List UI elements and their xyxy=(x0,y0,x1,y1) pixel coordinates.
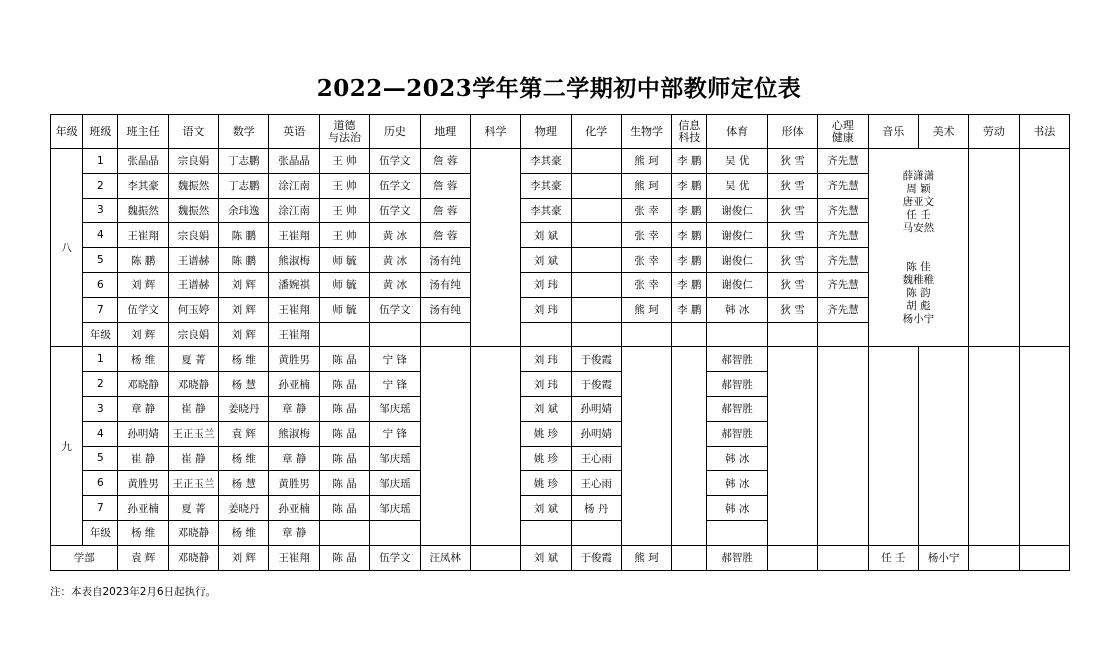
teacher-cell xyxy=(1019,545,1069,570)
teacher-cell: 王 帅 xyxy=(319,149,369,174)
teacher-cell: 张晶晶 xyxy=(118,149,168,174)
teacher-cell: 韩 冰 xyxy=(707,446,767,471)
teacher-cell: 陈 晶 xyxy=(319,545,369,570)
teacher-cell: 刘 辉 xyxy=(219,545,269,570)
teacher-cell: 詹 蓉 xyxy=(420,149,470,174)
class-number: 7 xyxy=(83,496,118,521)
teacher-cell: 章 静 xyxy=(269,520,319,545)
teacher-cell: 刘 斌 xyxy=(521,545,571,570)
teacher-cell: 宗良娟 xyxy=(168,223,218,248)
empty-cell xyxy=(370,322,420,347)
column-header: 历史 xyxy=(370,115,420,149)
teacher-cell: 谢俊仁 xyxy=(707,248,767,273)
column-header: 语文 xyxy=(168,115,218,149)
empty-cell xyxy=(319,520,369,545)
grade-summary-label: 年级 xyxy=(83,322,118,347)
teacher-cell: 张 幸 xyxy=(621,223,671,248)
teacher-cell: 师 毓 xyxy=(319,297,369,322)
empty-cell xyxy=(918,347,968,545)
teacher-cell xyxy=(571,198,621,223)
teacher-cell: 王崔翔 xyxy=(118,223,168,248)
teacher-cell: 李其豪 xyxy=(521,173,571,198)
teacher-cell: 张 幸 xyxy=(621,248,671,273)
teacher-cell: 余玮逸 xyxy=(219,198,269,223)
empty-cell xyxy=(672,347,707,545)
teacher-cell: 于俊霞 xyxy=(571,372,621,397)
music-art-teacher: 周 颖 xyxy=(906,182,931,195)
column-header: 劳动 xyxy=(969,115,1019,149)
teacher-cell: 李其豪 xyxy=(521,198,571,223)
teacher-cell: 刘 斌 xyxy=(521,223,571,248)
column-header: 美术 xyxy=(918,115,968,149)
music-art-teacher: 唐亚文 xyxy=(902,195,935,208)
music-art-teacher: 陈 韵 xyxy=(906,286,931,299)
grade-label: 八 xyxy=(51,149,83,347)
teacher-cell: 熊淑梅 xyxy=(269,421,319,446)
teacher-cell: 伍学文 xyxy=(370,198,420,223)
empty-cell xyxy=(621,322,671,347)
teacher-cell: 李 鹏 xyxy=(672,149,707,174)
teacher-cell: 齐先慧 xyxy=(818,173,868,198)
column-header: 形体 xyxy=(767,115,817,149)
teacher-cell xyxy=(571,297,621,322)
teacher-cell: 何玉婷 xyxy=(168,297,218,322)
teacher-cell: 章 静 xyxy=(118,396,168,421)
empty-cell xyxy=(767,347,817,545)
teacher-cell: 张晶晶 xyxy=(269,149,319,174)
teacher-cell xyxy=(571,248,621,273)
empty-cell xyxy=(470,149,520,347)
teacher-cell: 潘婉祺 xyxy=(269,272,319,297)
teacher-cell: 韩 冰 xyxy=(707,471,767,496)
teacher-cell: 熊 珂 xyxy=(621,297,671,322)
teacher-cell: 魏振然 xyxy=(118,198,168,223)
column-header: 信息 科技 xyxy=(672,115,707,149)
teacher-cell: 王谱赫 xyxy=(168,248,218,273)
column-header: 地理 xyxy=(420,115,470,149)
teacher-cell: 伍学文 xyxy=(370,149,420,174)
teacher-cell: 王 帅 xyxy=(319,198,369,223)
grade-summary-label: 年级 xyxy=(83,520,118,545)
teacher-cell: 孙亚楠 xyxy=(118,496,168,521)
music-art-teacher: 杨小宁 xyxy=(902,312,935,325)
teacher-cell: 涂江南 xyxy=(269,198,319,223)
teacher-cell: 邹庆瑶 xyxy=(370,496,420,521)
teacher-cell: 杨小宁 xyxy=(918,545,968,570)
teacher-cell: 齐先慧 xyxy=(818,149,868,174)
teacher-cell: 孙明婧 xyxy=(571,421,621,446)
class-number: 3 xyxy=(83,396,118,421)
teacher-cell xyxy=(571,223,621,248)
column-header: 体育 xyxy=(707,115,767,149)
teacher-cell: 王谱赫 xyxy=(168,272,218,297)
teacher-cell: 陈 晶 xyxy=(319,446,369,471)
teacher-cell: 伍学文 xyxy=(370,297,420,322)
teacher-cell xyxy=(571,272,621,297)
teacher-cell: 刘 玮 xyxy=(521,297,571,322)
teacher-cell: 宗良娟 xyxy=(168,149,218,174)
empty-cell xyxy=(370,520,420,545)
teacher-cell: 郝智胜 xyxy=(707,545,767,570)
teacher-cell: 韩 冰 xyxy=(707,496,767,521)
teacher-cell: 袁 辉 xyxy=(118,545,168,570)
teacher-cell: 陈 晶 xyxy=(319,471,369,496)
teacher-cell: 王正玉兰 xyxy=(168,421,218,446)
empty-cell xyxy=(707,322,767,347)
teacher-cell: 陈 鹏 xyxy=(219,248,269,273)
teacher-cell: 师 毓 xyxy=(319,272,369,297)
empty-cell xyxy=(521,520,571,545)
column-header: 生物学 xyxy=(621,115,671,149)
teacher-cell xyxy=(571,149,621,174)
teacher-cell: 姚 珍 xyxy=(521,446,571,471)
teacher-cell: 伍学文 xyxy=(370,173,420,198)
teacher-cell: 李 鹏 xyxy=(672,173,707,198)
teacher-cell: 狄 雪 xyxy=(767,198,817,223)
teacher-cell: 刘 斌 xyxy=(521,248,571,273)
teacher-cell: 李 鹏 xyxy=(672,248,707,273)
table-header-row xyxy=(51,115,1070,149)
teacher-cell: 吴 优 xyxy=(707,149,767,174)
teacher-cell: 夏 菁 xyxy=(168,496,218,521)
teacher-cell: 黄胜男 xyxy=(269,347,319,372)
column-header: 书法 xyxy=(1019,115,1069,149)
teacher-cell: 刘 玮 xyxy=(521,372,571,397)
column-header: 数学 xyxy=(219,115,269,149)
teacher-cell: 郝智胜 xyxy=(707,421,767,446)
teacher-cell: 于俊霞 xyxy=(571,347,621,372)
column-header: 班级 xyxy=(83,115,118,149)
teacher-cell: 熊 珂 xyxy=(621,149,671,174)
music-art-teacher: 马安然 xyxy=(902,221,935,234)
class-number: 5 xyxy=(83,248,118,273)
column-header: 音乐 xyxy=(868,115,918,149)
teacher-cell: 刘 玮 xyxy=(521,272,571,297)
empty-cell xyxy=(969,149,1019,347)
teacher-cell: 孙明婧 xyxy=(118,421,168,446)
music-art-teacher: 薛潇潇 xyxy=(902,169,935,182)
empty-cell xyxy=(571,520,621,545)
teacher-cell: 狄 雪 xyxy=(767,248,817,273)
music-art-teacher: 任 壬 xyxy=(906,208,931,221)
teacher-cell: 陈 鹏 xyxy=(118,248,168,273)
teacher-cell: 齐先慧 xyxy=(818,272,868,297)
column-header: 英语 xyxy=(269,115,319,149)
class-number: 7 xyxy=(83,297,118,322)
music-art-teacher: 魏稚稚 xyxy=(902,273,935,286)
class-number: 2 xyxy=(83,372,118,397)
class-number: 6 xyxy=(83,272,118,297)
teacher-cell: 王崔翔 xyxy=(269,322,319,347)
teacher-cell: 伍学文 xyxy=(118,297,168,322)
teacher-cell: 谢俊仁 xyxy=(707,223,767,248)
teacher-cell: 孙亚楠 xyxy=(269,496,319,521)
empty-cell xyxy=(1019,149,1069,347)
teacher-cell: 刘 辉 xyxy=(219,322,269,347)
table-body xyxy=(51,149,1070,571)
column-header: 班主任 xyxy=(118,115,168,149)
teacher-cell: 郝智胜 xyxy=(707,372,767,397)
teacher-cell: 章 静 xyxy=(269,396,319,421)
empty-cell xyxy=(868,347,918,545)
teacher-cell: 王崔翔 xyxy=(269,545,319,570)
empty-cell xyxy=(521,322,571,347)
music-art-teacher: 陈 佳 xyxy=(906,260,931,273)
teacher-cell: 王 帅 xyxy=(319,173,369,198)
teacher-cell: 黄 冰 xyxy=(370,272,420,297)
teacher-cell: 邓晓静 xyxy=(168,545,218,570)
teacher-cell: 于俊霞 xyxy=(571,545,621,570)
teacher-cell xyxy=(969,545,1019,570)
empty-cell xyxy=(470,347,520,545)
teacher-cell: 陈 晶 xyxy=(319,496,369,521)
class-number: 1 xyxy=(83,347,118,372)
teacher-cell: 王正玉兰 xyxy=(168,471,218,496)
music-art-teachers xyxy=(868,149,969,347)
empty-cell xyxy=(319,322,369,347)
teacher-assignment-table xyxy=(50,114,1070,571)
column-header: 道德 与法治 xyxy=(319,115,369,149)
teacher-cell: 李 鹏 xyxy=(672,198,707,223)
teacher-cell: 杨 维 xyxy=(219,520,269,545)
teacher-cell: 夏 菁 xyxy=(168,347,218,372)
teacher-cell: 丁志鹏 xyxy=(219,149,269,174)
teacher-cell: 杨 维 xyxy=(118,347,168,372)
teacher-cell: 邹庆瑶 xyxy=(370,396,420,421)
teacher-cell: 邹庆瑶 xyxy=(370,471,420,496)
teacher-cell: 魏振然 xyxy=(168,173,218,198)
teacher-cell: 杨 维 xyxy=(219,446,269,471)
teacher-cell: 崔 静 xyxy=(168,396,218,421)
teacher-cell: 张 幸 xyxy=(621,198,671,223)
teacher-cell: 齐先慧 xyxy=(818,297,868,322)
teacher-cell: 谢俊仁 xyxy=(707,272,767,297)
teacher-cell: 邹庆瑶 xyxy=(370,446,420,471)
empty-cell xyxy=(621,347,671,545)
teacher-cell: 王 帅 xyxy=(319,223,369,248)
empty-cell xyxy=(420,322,470,347)
class-number: 4 xyxy=(83,223,118,248)
teacher-cell xyxy=(767,545,817,570)
empty-cell xyxy=(571,322,621,347)
class-number: 2 xyxy=(83,173,118,198)
teacher-cell: 邓晓静 xyxy=(168,372,218,397)
column-header: 化学 xyxy=(571,115,621,149)
teacher-cell: 章 静 xyxy=(269,446,319,471)
teacher-cell: 齐先慧 xyxy=(818,248,868,273)
teacher-cell: 李 鹏 xyxy=(672,272,707,297)
teacher-cell: 詹 蓉 xyxy=(420,223,470,248)
class-number: 1 xyxy=(83,149,118,174)
teacher-cell: 宗良娟 xyxy=(168,322,218,347)
teacher-cell: 王崔翔 xyxy=(269,297,319,322)
teacher-cell: 王心雨 xyxy=(571,446,621,471)
teacher-cell: 王崔翔 xyxy=(269,223,319,248)
teacher-cell: 狄 雪 xyxy=(767,272,817,297)
teacher-cell: 李其豪 xyxy=(118,173,168,198)
empty-cell xyxy=(767,322,817,347)
teacher-cell: 熊淑梅 xyxy=(269,248,319,273)
teacher-cell: 韩 冰 xyxy=(707,297,767,322)
teacher-cell xyxy=(818,545,868,570)
teacher-cell xyxy=(571,173,621,198)
page-title: 2022—2023学年第二学期初中部教师定位表 xyxy=(316,75,802,102)
teacher-cell: 狄 雪 xyxy=(767,173,817,198)
teacher-cell: 刘 辉 xyxy=(118,322,168,347)
teacher-cell: 邓晓静 xyxy=(168,520,218,545)
teacher-cell: 伍学文 xyxy=(370,545,420,570)
teacher-cell: 汤有纯 xyxy=(420,297,470,322)
teacher-cell: 汪凤林 xyxy=(420,545,470,570)
teacher-cell: 刘 辉 xyxy=(219,297,269,322)
teacher-cell: 陈 鹏 xyxy=(219,223,269,248)
teacher-cell: 李其豪 xyxy=(521,149,571,174)
class-number: 4 xyxy=(83,421,118,446)
teacher-cell: 杨 慧 xyxy=(219,372,269,397)
table-row xyxy=(51,149,1070,174)
teacher-cell: 熊 珂 xyxy=(621,173,671,198)
teacher-cell: 丁志鹏 xyxy=(219,173,269,198)
teacher-cell: 杨 维 xyxy=(219,347,269,372)
teacher-cell: 陈 晶 xyxy=(319,347,369,372)
column-header: 科学 xyxy=(470,115,520,149)
teacher-cell: 熊 珂 xyxy=(621,545,671,570)
teacher-cell: 陈 晶 xyxy=(319,372,369,397)
teacher-cell: 崔 静 xyxy=(118,446,168,471)
teacher-cell: 刘 辉 xyxy=(118,272,168,297)
teacher-cell: 李 鹏 xyxy=(672,297,707,322)
teacher-cell: 杨 慧 xyxy=(219,471,269,496)
department-label: 学部 xyxy=(51,545,118,570)
teacher-cell: 师 毓 xyxy=(319,248,369,273)
teacher-cell: 齐先慧 xyxy=(818,223,868,248)
teacher-cell: 陈 晶 xyxy=(319,396,369,421)
teacher-cell: 王心雨 xyxy=(571,471,621,496)
teacher-cell: 狄 雪 xyxy=(767,223,817,248)
empty-cell xyxy=(1019,347,1069,545)
teacher-cell: 崔 静 xyxy=(168,446,218,471)
grade-label: 九 xyxy=(51,347,83,545)
footnote: 注：本表自2023年2月6日起执行。 xyxy=(50,586,217,598)
teacher-cell: 狄 雪 xyxy=(767,149,817,174)
teacher-cell: 齐先慧 xyxy=(818,198,868,223)
teacher-cell: 黄 冰 xyxy=(370,248,420,273)
class-number: 3 xyxy=(83,198,118,223)
teacher-cell: 黄胜男 xyxy=(118,471,168,496)
teacher-cell: 张 幸 xyxy=(621,272,671,297)
teacher-cell: 刘 玮 xyxy=(521,347,571,372)
empty-cell xyxy=(672,322,707,347)
teacher-cell: 涂江南 xyxy=(269,173,319,198)
teacher-cell xyxy=(672,545,707,570)
teacher-cell: 袁 辉 xyxy=(219,421,269,446)
teacher-cell: 姚 珍 xyxy=(521,471,571,496)
teacher-cell: 宁 锋 xyxy=(370,347,420,372)
empty-cell xyxy=(818,322,868,347)
teacher-cell: 宁 锋 xyxy=(370,372,420,397)
teacher-cell: 汤有纯 xyxy=(420,248,470,273)
teacher-cell: 汤有纯 xyxy=(420,272,470,297)
teacher-cell: 孙明婧 xyxy=(571,396,621,421)
teacher-cell: 任 壬 xyxy=(868,545,918,570)
teacher-cell: 李 鹏 xyxy=(672,223,707,248)
department-row xyxy=(51,545,1070,570)
teacher-cell: 狄 雪 xyxy=(767,297,817,322)
class-number: 5 xyxy=(83,446,118,471)
teacher-cell: 姜晓丹 xyxy=(219,496,269,521)
teacher-cell: 谢俊仁 xyxy=(707,198,767,223)
teacher-cell: 刘 斌 xyxy=(521,396,571,421)
teacher-cell: 詹 蓉 xyxy=(420,173,470,198)
music-art-teacher: 胡 彪 xyxy=(906,299,931,312)
empty-cell xyxy=(707,520,767,545)
empty-cell xyxy=(818,347,868,545)
column-header: 物理 xyxy=(521,115,571,149)
column-header: 年级 xyxy=(51,115,83,149)
teacher-cell: 陈 晶 xyxy=(319,421,369,446)
teacher-cell: 郝智胜 xyxy=(707,347,767,372)
teacher-cell: 黄 冰 xyxy=(370,223,420,248)
teacher-cell xyxy=(470,545,520,570)
teacher-cell: 孙亚楠 xyxy=(269,372,319,397)
table-row xyxy=(51,347,1070,372)
empty-cell xyxy=(420,347,470,545)
teacher-cell: 刘 斌 xyxy=(521,496,571,521)
teacher-cell: 宁 锋 xyxy=(370,421,420,446)
teacher-cell: 黄胜男 xyxy=(269,471,319,496)
teacher-cell: 姜晓丹 xyxy=(219,396,269,421)
teacher-cell: 郝智胜 xyxy=(707,396,767,421)
column-header: 心理 健康 xyxy=(818,115,868,149)
teacher-cell: 詹 蓉 xyxy=(420,198,470,223)
empty-cell xyxy=(969,347,1019,545)
teacher-cell: 刘 辉 xyxy=(219,272,269,297)
teacher-cell: 魏振然 xyxy=(168,198,218,223)
teacher-cell: 吴 优 xyxy=(707,173,767,198)
teacher-cell: 姚 珍 xyxy=(521,421,571,446)
teacher-cell: 邓晓静 xyxy=(118,372,168,397)
class-number: 6 xyxy=(83,471,118,496)
teacher-cell: 杨 维 xyxy=(118,520,168,545)
teacher-cell: 杨 丹 xyxy=(571,496,621,521)
